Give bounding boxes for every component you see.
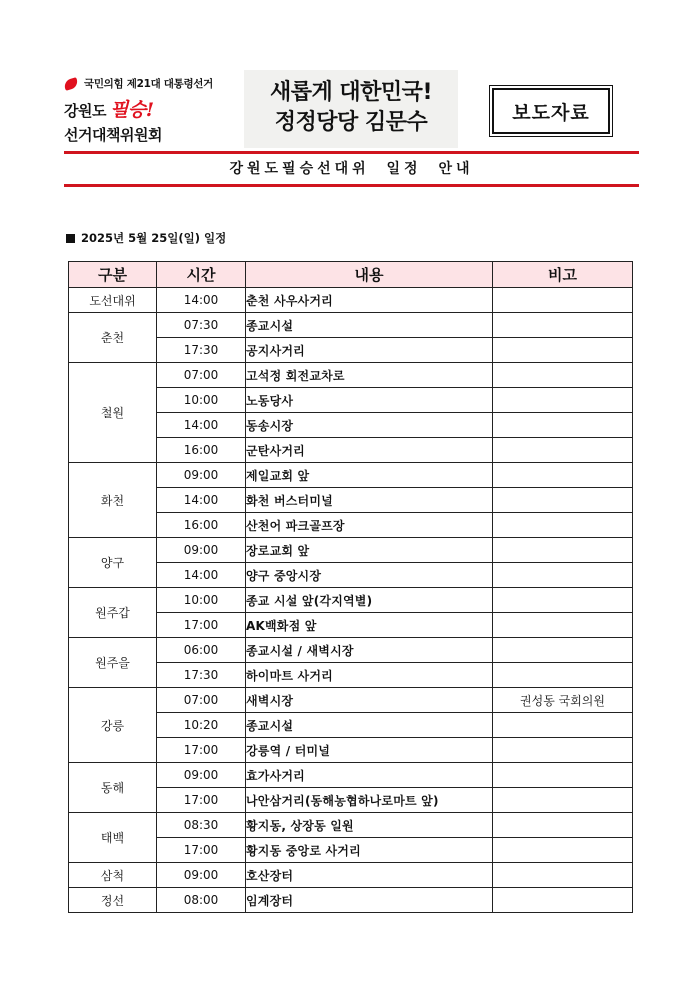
table-row [69,863,633,888]
document-subtitle: 강원도필승선대위 일정 안내 [229,161,474,177]
note-cell [493,388,633,413]
note-cell [493,463,633,488]
time-cell: 09:00 [157,863,246,888]
press-release-label: 보도자료 [492,88,610,134]
table-row [69,288,633,313]
note-cell [493,663,633,688]
note-cell [493,513,633,538]
campaign-slogan-banner [244,70,458,148]
table-row [69,638,633,663]
document-header [62,70,638,150]
content-cell: 산천어 파크골프장 [246,513,493,538]
table-row [69,688,633,713]
content-cell: 동송시장 [246,413,493,438]
time-cell: 14:00 [157,413,246,438]
time-cell: 07:00 [157,363,246,388]
note-cell [493,288,633,313]
note-cell [493,763,633,788]
region-cell: 정선 [69,888,157,913]
square-bullet-icon [66,234,75,243]
content-cell: 임계장터 [246,888,493,913]
note-cell [493,438,633,463]
region-cell: 춘천 [69,313,157,363]
time-cell: 08:30 [157,813,246,838]
time-cell: 06:00 [157,638,246,663]
time-cell: 17:00 [157,838,246,863]
content-cell: 양구 중앙시장 [246,563,493,588]
divider-top [64,151,639,154]
column-header-time: 시간 [157,262,246,288]
content-cell: 강릉역 / 터미널 [246,738,493,763]
note-cell [493,538,633,563]
content-cell: 종교 시설 앞(각지역별) [246,588,493,613]
time-cell: 16:00 [157,513,246,538]
time-cell: 10:00 [157,588,246,613]
note-cell [493,863,633,888]
content-cell: 장로교회 앞 [246,538,493,563]
note-cell [493,488,633,513]
note-cell: 권성동 국회의원 [493,688,633,713]
time-cell: 09:00 [157,538,246,563]
column-header-note: 비고 [493,262,633,288]
committee-logo [64,76,249,148]
content-cell: 공지사거리 [246,338,493,363]
note-cell [493,888,633,913]
content-cell: 종교시설 / 새벽시장 [246,638,493,663]
note-cell [493,638,633,663]
region-cell: 철원 [69,363,157,463]
content-cell: 군탄사거리 [246,438,493,463]
time-cell: 17:30 [157,338,246,363]
org-slogan: 필승! [109,99,154,121]
table-header-row [69,262,633,288]
table-row [69,888,633,913]
party-logo-icon [63,77,79,91]
time-cell: 16:00 [157,438,246,463]
schedule-date: 2025년 5월 25일(일) 일정 [81,231,227,245]
slogan-line-1: 새롭게 대한민국! [270,80,432,105]
note-cell [493,413,633,438]
content-cell: 효가사거리 [246,763,493,788]
region-cell: 도선대위 [69,288,157,313]
schedule-body [69,288,633,913]
time-cell: 09:00 [157,463,246,488]
region-cell: 동해 [69,763,157,813]
region-cell: 삼척 [69,863,157,888]
time-cell: 17:00 [157,613,246,638]
schedule-table [68,261,633,913]
note-cell [493,338,633,363]
party-election-label: 국민의힘 제21대 대통령선거 [84,78,213,90]
note-cell [493,613,633,638]
note-cell [493,713,633,738]
time-cell: 09:00 [157,763,246,788]
content-cell: 새벽시장 [246,688,493,713]
content-cell: 제일교회 앞 [246,463,493,488]
note-cell [493,838,633,863]
content-cell: 춘천 사우사거리 [246,288,493,313]
table-row [69,363,633,388]
note-cell [493,788,633,813]
table-row [69,813,633,838]
region-cell: 양구 [69,538,157,588]
region-cell: 화천 [69,463,157,538]
time-cell: 14:00 [157,563,246,588]
content-cell: 황지동, 상장동 일원 [246,813,493,838]
time-cell: 10:20 [157,713,246,738]
divider-bottom [64,184,639,187]
schedule-date-heading [66,230,226,246]
content-cell: 호산장터 [246,863,493,888]
slogan-line-2: 정정당당 김문수 [274,110,428,135]
time-cell: 07:00 [157,688,246,713]
content-cell: 나안삼거리(동해농협하나로마트 앞) [246,788,493,813]
content-cell: AK백화점 앞 [246,613,493,638]
note-cell [493,563,633,588]
table-row [69,538,633,563]
table-row [69,588,633,613]
time-cell: 10:00 [157,388,246,413]
note-cell [493,813,633,838]
time-cell: 17:00 [157,788,246,813]
table-row [69,313,633,338]
time-cell: 08:00 [157,888,246,913]
time-cell: 07:30 [157,313,246,338]
note-cell [493,588,633,613]
table-row [69,763,633,788]
content-cell: 고석정 회전교차로 [246,363,493,388]
note-cell [493,738,633,763]
table-row [69,463,633,488]
note-cell [493,313,633,338]
time-cell: 17:30 [157,663,246,688]
region-cell: 원주을 [69,638,157,688]
column-header-content: 내용 [246,262,493,288]
content-cell: 종교시설 [246,713,493,738]
content-cell: 하이마트 사거리 [246,663,493,688]
time-cell: 17:00 [157,738,246,763]
note-cell [493,363,633,388]
region-cell: 강릉 [69,688,157,763]
content-cell: 화천 버스터미널 [246,488,493,513]
time-cell: 14:00 [157,488,246,513]
region-cell: 원주갑 [69,588,157,638]
content-cell: 황지동 중앙로 사거리 [246,838,493,863]
column-header-region: 구분 [69,262,157,288]
org-name: 선거대책위원회 [64,126,162,144]
org-region: 강원도 [64,102,106,120]
region-cell: 태백 [69,813,157,863]
content-cell: 종교시설 [246,313,493,338]
content-cell: 노동당사 [246,388,493,413]
time-cell: 14:00 [157,288,246,313]
